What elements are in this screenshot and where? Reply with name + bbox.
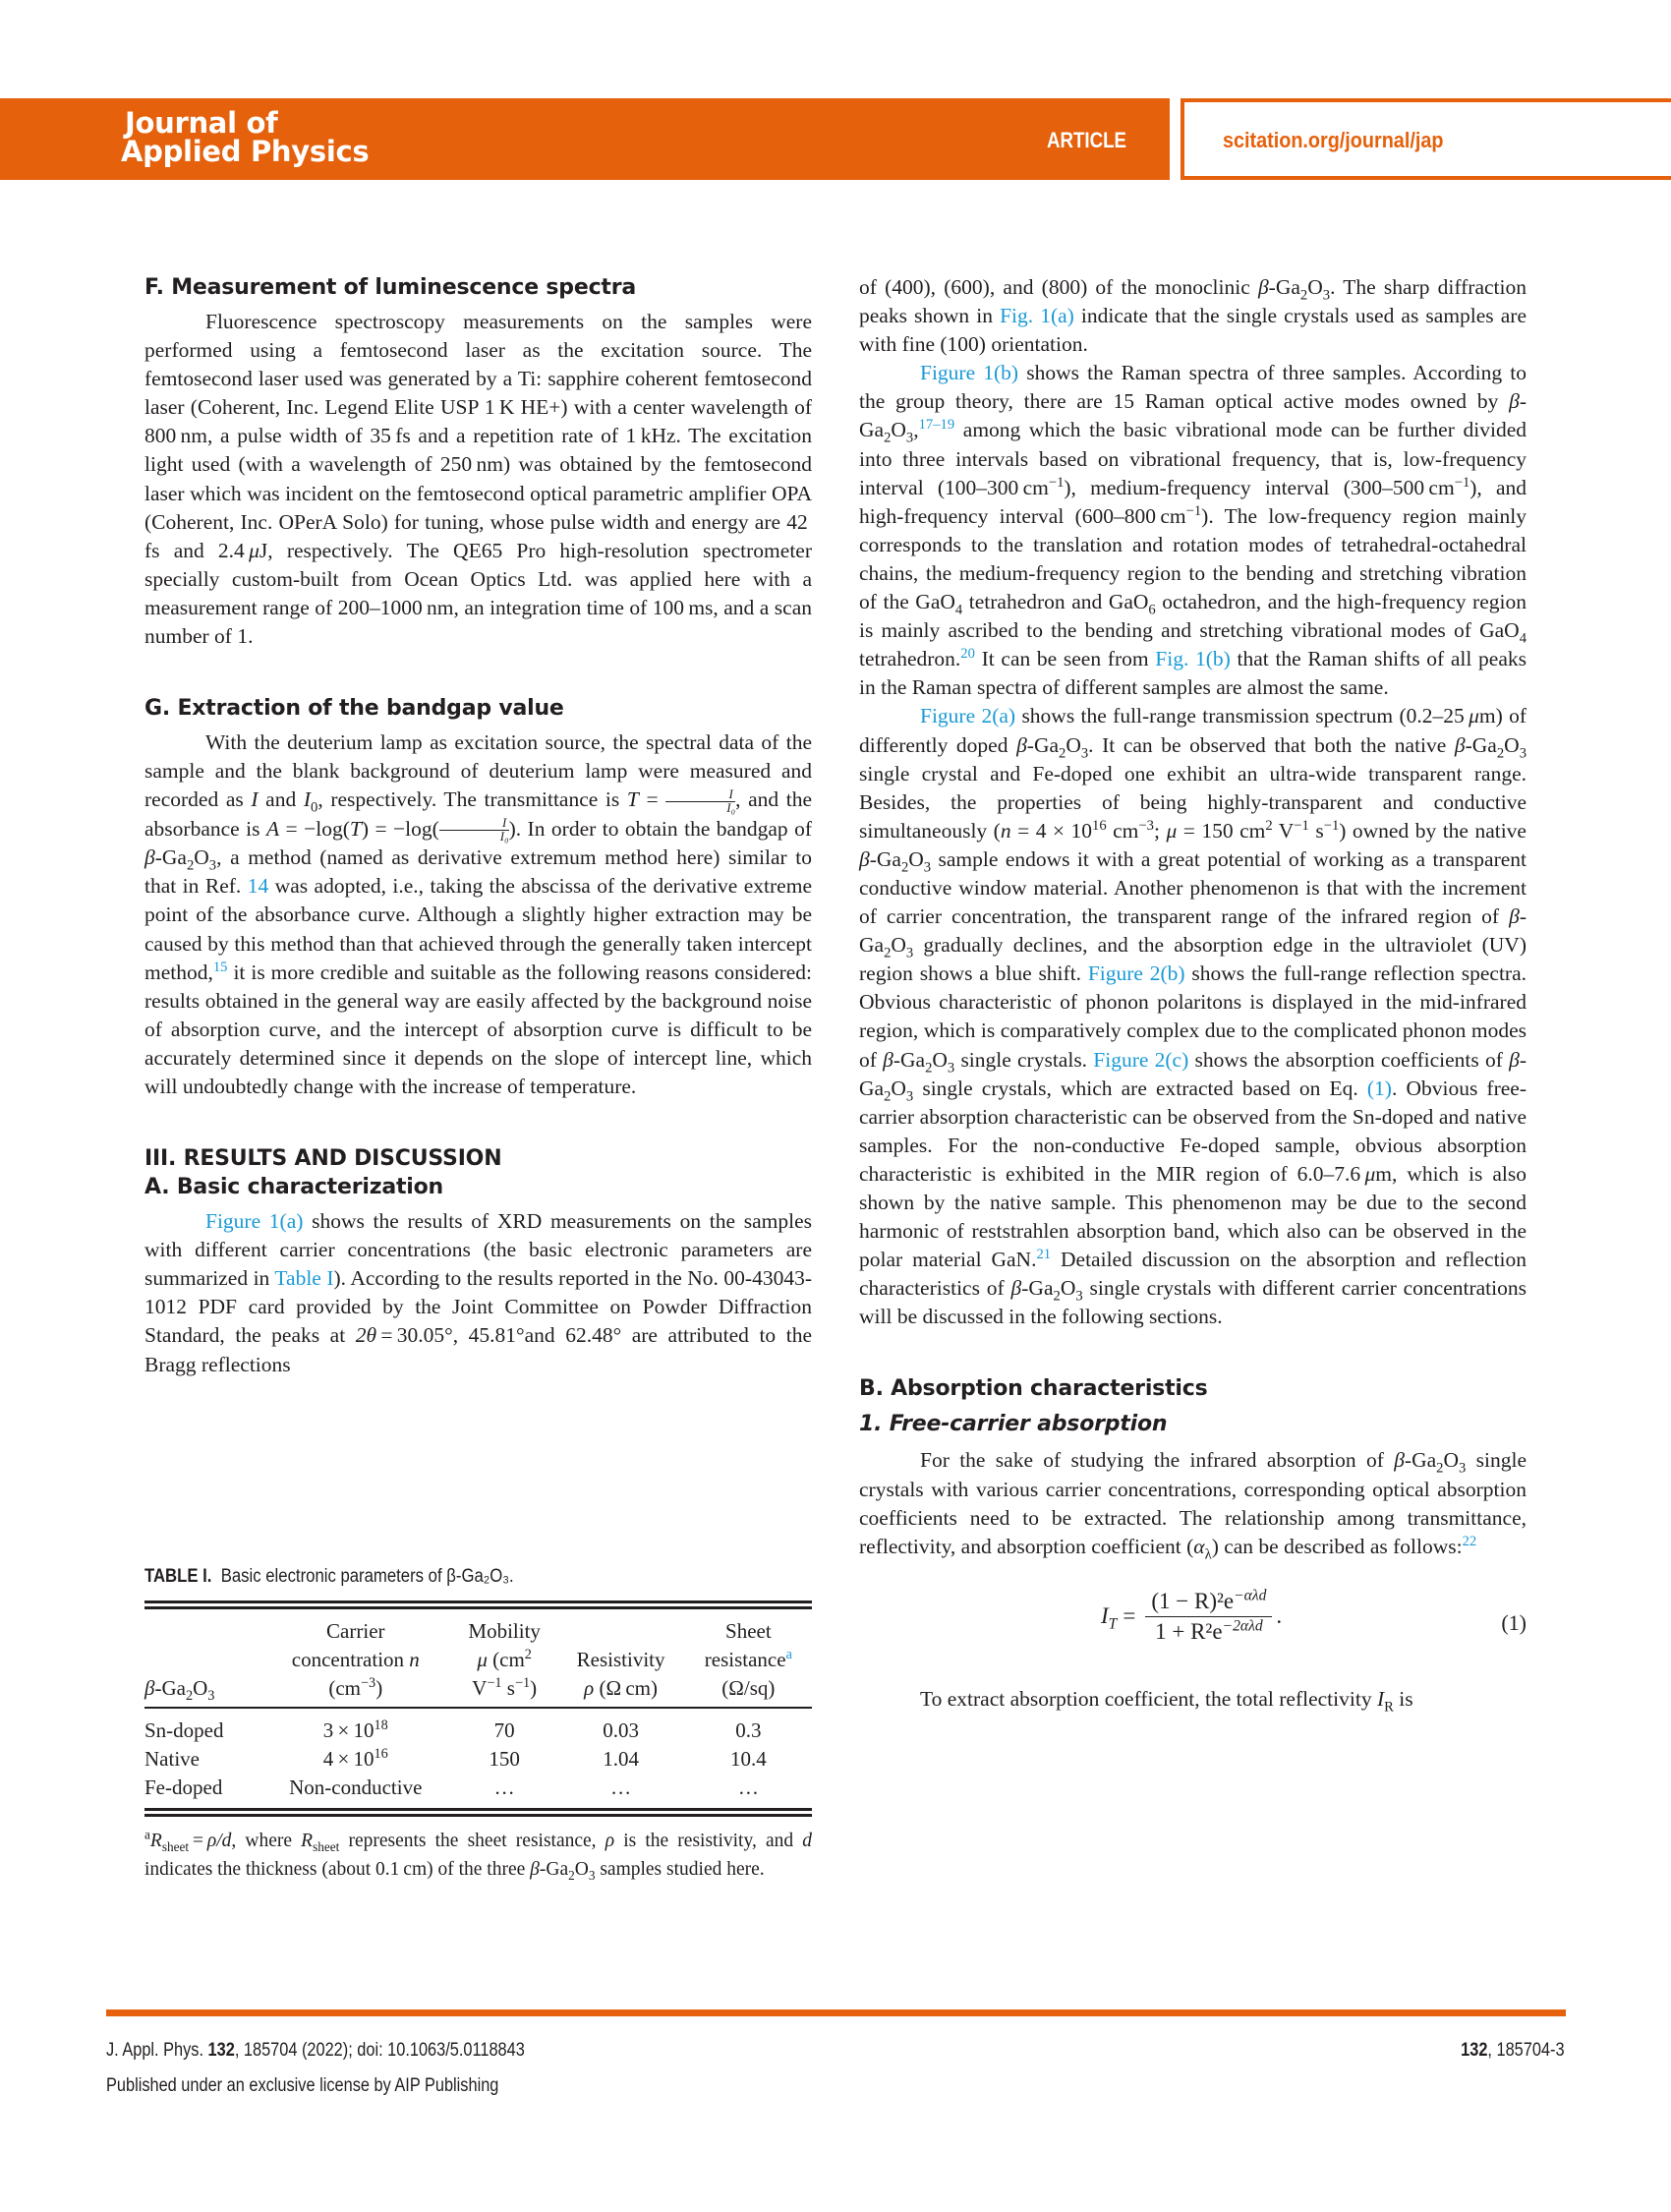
electronic-parameters-table bbox=[144, 1609, 812, 1808]
section-heading-g: G. Extraction of the bandgap value bbox=[144, 696, 564, 722]
eq-lhs: $I_T$ bbox=[1101, 1603, 1118, 1633]
header-carrier: Carrier concentration n $(cm^{-3})$ bbox=[291, 1619, 420, 1700]
footer-license: Published under an exclusive license by AIP Publishing bbox=[106, 2075, 499, 2096]
table-footnote: $^aR_{sheet} = \rho/d$, where $R_{sheet}$ represents the sheet resistance, ρ is the resistivity, and d indicates the thickness (about 0.1 cm) of the three $\beta-Ga_2O_3$ samples studied here. bbox=[144, 1827, 812, 1883]
cross-reference-link[interactable]: Figure 1(a) bbox=[205, 1209, 304, 1234]
cross-reference-link[interactable]: Fig. 1(b) bbox=[1155, 647, 1231, 671]
cell-resistivity: … bbox=[610, 1775, 632, 1799]
journal-title bbox=[121, 106, 370, 168]
footer-citation-block bbox=[106, 2033, 525, 2104]
cell-sample: Sn-doped bbox=[144, 1718, 224, 1742]
header-resistivity: Resistivity ρ (Ω cm) bbox=[576, 1648, 665, 1700]
cross-reference-link[interactable]: Figure 1(b) bbox=[920, 361, 1019, 385]
cross-reference-link[interactable]: 14 bbox=[247, 874, 269, 899]
table-caption-text: Basic electronic parameters of β-Ga₂O₃. bbox=[220, 1566, 514, 1587]
left-column bbox=[144, 273, 812, 1379]
table-label: TABLE I. bbox=[144, 1566, 212, 1587]
paragraph-luminescence: Fluorescence spectroscopy measurements on the samples were performed using a femtosecond laser as the excitation source. The femtosecond laser used was generated by a Ti: sapphire coherent femtosecond laser (Coherent, Inc. Legend Elite USP 1 K HE+) with a center wavelength of 800 nm, a pulse width of 35 fs and a repetition rate of 1 kHz. The excitation light used (with a wavelength of 250 nm) was obtained by the femtosecond laser which was incident on the femtosecond optical parametric amplifier OPA (Coherent, Inc. OPerA Solo) for tuning, whose pulse width and energy are 42 fs and 2.4 μJ, respectively. The QE65 Pro high-resolution spectrometer specially custom-built from Ocean Optics Ltd. was applied here with a measurement range of 200–1000 nm, an integration time of 100 ms, and a scan number of 1. bbox=[144, 310, 813, 649]
journal-url-link[interactable]: scitation.org/journal/jap bbox=[1223, 128, 1444, 152]
paragraph-xrd-continued: of (400), (600), and (800) of the monoclinic $\beta-Ga_2O_3$. The sharp diffraction peaks shown in Fig. 1(a) indicate that the single crystals used as samples are with fine (100) orientation. bbox=[859, 275, 1527, 357]
cell-mobility: 150 bbox=[489, 1747, 520, 1771]
section-heading-results: III. RESULTS AND DISCUSSION bbox=[144, 1146, 502, 1172]
citation-ref[interactable]: 21 bbox=[1036, 1247, 1052, 1263]
table-bottom-rule bbox=[144, 1808, 812, 1817]
table-top-rule bbox=[144, 1601, 812, 1609]
cell-resistivity: 1.04 bbox=[603, 1747, 639, 1771]
journal-title-line2: Applied Physics bbox=[121, 135, 370, 168]
citation-ref[interactable]: 15 bbox=[212, 959, 228, 975]
paragraph-bandgap: With the deuterium lamp as excitation source, the spectral data of the sample and the blank background of deuterium lamp were measured and recorded as I and $I_0$, respectively. The transmittance is T = $\frac{I}{\text{I₀}}$ , and the absorbance is A = −log(T) = −log( $\frac{I}{\text{I₀}}$ ). In order to obtain the bandgap of $\beta-Ga_2O_3$, a method (named as derivative extremum method here) similar to that in Ref. 14 was adopted, i.e., taking the abscissa of the derivative extreme point of the absorbance curve. Although a slightly higher extraction may be caused by this method than that achieved through the generally taken intercept method,$^{15}$ it is more credible and suitable as the following reasons considered: results obtained in the general way are easily affected by the background noise of absorption curve, and the intercept of absorption curve is difficult to be accurately determined since it depends on the slope of intercept line, which will undoubtedly change with the increase of temperature. bbox=[144, 730, 813, 1098]
cell-resistivity: 0.03 bbox=[603, 1718, 639, 1742]
table-row bbox=[144, 1774, 812, 1808]
subsubsection-heading-free-carrier: 1. Free-carrier absorption bbox=[859, 1412, 1168, 1437]
subsection-heading-basic: A. Basic characterization bbox=[144, 1175, 443, 1200]
header-sheet-resistance: Sheet resistance$^a$ (Ω/sq) bbox=[704, 1619, 792, 1700]
cross-reference-link[interactable]: Figure 2(b) bbox=[1087, 961, 1185, 986]
paragraph-raman: Figure 1(b) shows the Raman spectra of three samples. According to the group theory, there are 15 Raman optical active modes owned by $\beta-Ga_2O_3,^{17-19}$ among which the basic vibrational mode can be further divided into three intervals based on vibrational frequency, that is, low-frequency interval (100–300 $cm^{-1}$), medium-frequency interval (300–500 $cm^{-1}$), and high-frequency interval (600–800 $cm^{-1}$). The low-frequency region mainly corresponds to the translation and rotation modes of tetrahedral-octahedral chains, the medium-frequency region to the bending and stretching vibration of the GaO$_4$ tetrahedron and GaO$_6$ octahedron, and the high-frequency region is mainly ascribed to the bending and stretching vibrational modes of GaO$_4$ tetrahedron.$^{20}$ It can be seen from Fig. 1(b) that the Raman shifts of all peaks in the Raman spectra of different samples are almost the same. bbox=[859, 361, 1527, 700]
cross-reference-link[interactable]: Figure 2(a) bbox=[920, 704, 1016, 728]
cross-reference-link[interactable]: Fig. 1(a) bbox=[1000, 304, 1074, 328]
cross-reference-link[interactable]: Figure 2(c) bbox=[1093, 1047, 1189, 1072]
paragraph-transmission: Figure 2(a) shows the full-range transmission spectrum (0.2–25 μm) of differently doped $\beta-Ga_2O_3$. It can be observed that both the native $\beta-Ga_2O_3$ single crystal and Fe-doped one exhibit an ultra-wide transparent range. Besides, the properties of being highly-transparent and conductive simultaneously ($n = 4 \times 10^{16}$ $cm^{-3}$; μ = 150 $cm^2$ $V^{-1}$ $s^{-1}$) owned by the native $\beta-Ga_2O_3$ sample endows it with a great potential of working as a transparent conductive window material. Another phenomenon is that with the increment of carrier concentration, the transparent range of the infrared region of $\beta-Ga_2O_3$ gradually declines, and the absorption edge in the ultraviolet (UV) region shows a blue shift. Figure 2(b) shows the full-range reflection spectra. Obvious characteristic of phonon polaritons is displayed in the mid-infrared region, which is comparatively complex due to the complicated phonon modes of $\beta-Ga_2O_3$ single crystals. Figure 2(c) shows the absorption coefficients of $\beta-Ga_2O_3$ single crystals, which are extracted based on Eq. (1). Obvious free-carrier absorption characteristic can be observed from the Sn-doped and native samples. For the non-conductive Fe-doped sample, obvious absorption characteristic is exhibited in the MIR region of 6.0–7.6 μm, which is also shown by the native sample. This phenomenon may be due to the second harmonic of reststrahlen absorption band, which also can be observed in the polar material GaN.$^{21}$ Detailed discussion on the absorption and reflection characteristics of $\beta-Ga_2O_3$ single crystals with different carrier concentrations will be discussed in the following sections. bbox=[859, 704, 1527, 1329]
citation-ref[interactable]: 20 bbox=[960, 646, 975, 663]
header-sample: $\beta-Ga_2O_3$ bbox=[144, 1676, 215, 1705]
paragraph-reflectivity: To extract absorption coefficient, the total reflectivity $I_R$ is bbox=[920, 1686, 1413, 1716]
footer-page-number: 132, 185704-3 bbox=[1461, 2040, 1565, 2061]
cell-sheet: 0.3 bbox=[735, 1718, 762, 1742]
cell-sheet: 10.4 bbox=[729, 1747, 767, 1771]
eq-denominator: $1 + R^2e^{-2\alpha\lambda d}$ bbox=[1155, 1617, 1263, 1644]
cross-reference-link[interactable]: Table I bbox=[274, 1266, 334, 1291]
table-row bbox=[144, 1709, 812, 1745]
header-mobility: Mobility μ ($cm^2$ $V^{-1}$ $s^{-1}$) bbox=[468, 1619, 541, 1700]
footer-citation: J. Appl. Phys. 132, 185704 (2022); doi: 10.1063/5.0118843 bbox=[106, 2040, 525, 2061]
paragraph-free-carrier: For the sake of studying the infrared absorption of $\beta-Ga_2O_3$ single crystals with various carrier concentrations, corresponding optical absorption coefficients need to be extracted. The relationship among transmittance, reflectivity, and absorption coefficient $(\alpha_\lambda)$ can be described as follows:$^{22}$ bbox=[859, 1448, 1527, 1563]
cell-carrier: Non-conductive bbox=[289, 1775, 423, 1799]
equation-1 bbox=[859, 1581, 1527, 1671]
cell-carrier: $4 \times 10^{16}$ bbox=[322, 1746, 388, 1771]
table-header-row bbox=[144, 1609, 812, 1707]
article-type-label: ARTICLE bbox=[1047, 128, 1127, 152]
journal-title-line1: Journal of bbox=[125, 106, 278, 140]
table-caption bbox=[144, 1565, 732, 1589]
citation-ref[interactable]: 17–19 bbox=[918, 417, 955, 434]
eq-fraction bbox=[1145, 1589, 1272, 1645]
citation-ref[interactable]: 22 bbox=[1462, 1533, 1477, 1549]
citation-ref[interactable]: a bbox=[785, 1647, 792, 1662]
cross-reference-link[interactable]: (1) bbox=[1366, 1076, 1392, 1100]
eq-numerator: $(1 - R)^2e^{-\alpha\lambda d}$ bbox=[1145, 1589, 1272, 1617]
table-1 bbox=[144, 1565, 812, 1903]
right-column bbox=[859, 273, 1527, 1714]
cell-sample: Native bbox=[144, 1747, 200, 1771]
equation-body: $I_T$ = $\frac{(1 - R)^2e^{-\alpha\lambda d}}{1 + R^2e^{-2\alpha\lambda d}}$ . bbox=[1101, 1587, 1283, 1644]
paragraph-basic-characterization: Figure 1(a) shows the results of XRD measurements on the samples with different carrier concentrations (the basic electronic parameters are summarized in Table I). According to the results reported in the No. 00-43043-1012 PDF card provided by the Joint Committee on Powder Diffraction Standard, the peaks at 2θ = 30.05°, 45.81°and 62.48° are attributed to the Bragg reflections bbox=[144, 1209, 812, 1376]
cell-mobility: 70 bbox=[493, 1718, 515, 1742]
cell-mobility: … bbox=[493, 1775, 515, 1799]
cell-carrier: $3 \times 10^{18}$ bbox=[322, 1717, 388, 1742]
cell-sheet: … bbox=[737, 1775, 759, 1799]
footer-rule bbox=[106, 2009, 1566, 2016]
table-row bbox=[144, 1745, 812, 1774]
cell-sample: Fe-doped bbox=[144, 1775, 223, 1799]
subsection-heading-absorption: B. Absorption characteristics bbox=[859, 1376, 1208, 1402]
equation-number: (1) bbox=[1501, 1609, 1527, 1635]
section-heading-f: F. Measurement of luminescence spectra bbox=[144, 275, 637, 300]
